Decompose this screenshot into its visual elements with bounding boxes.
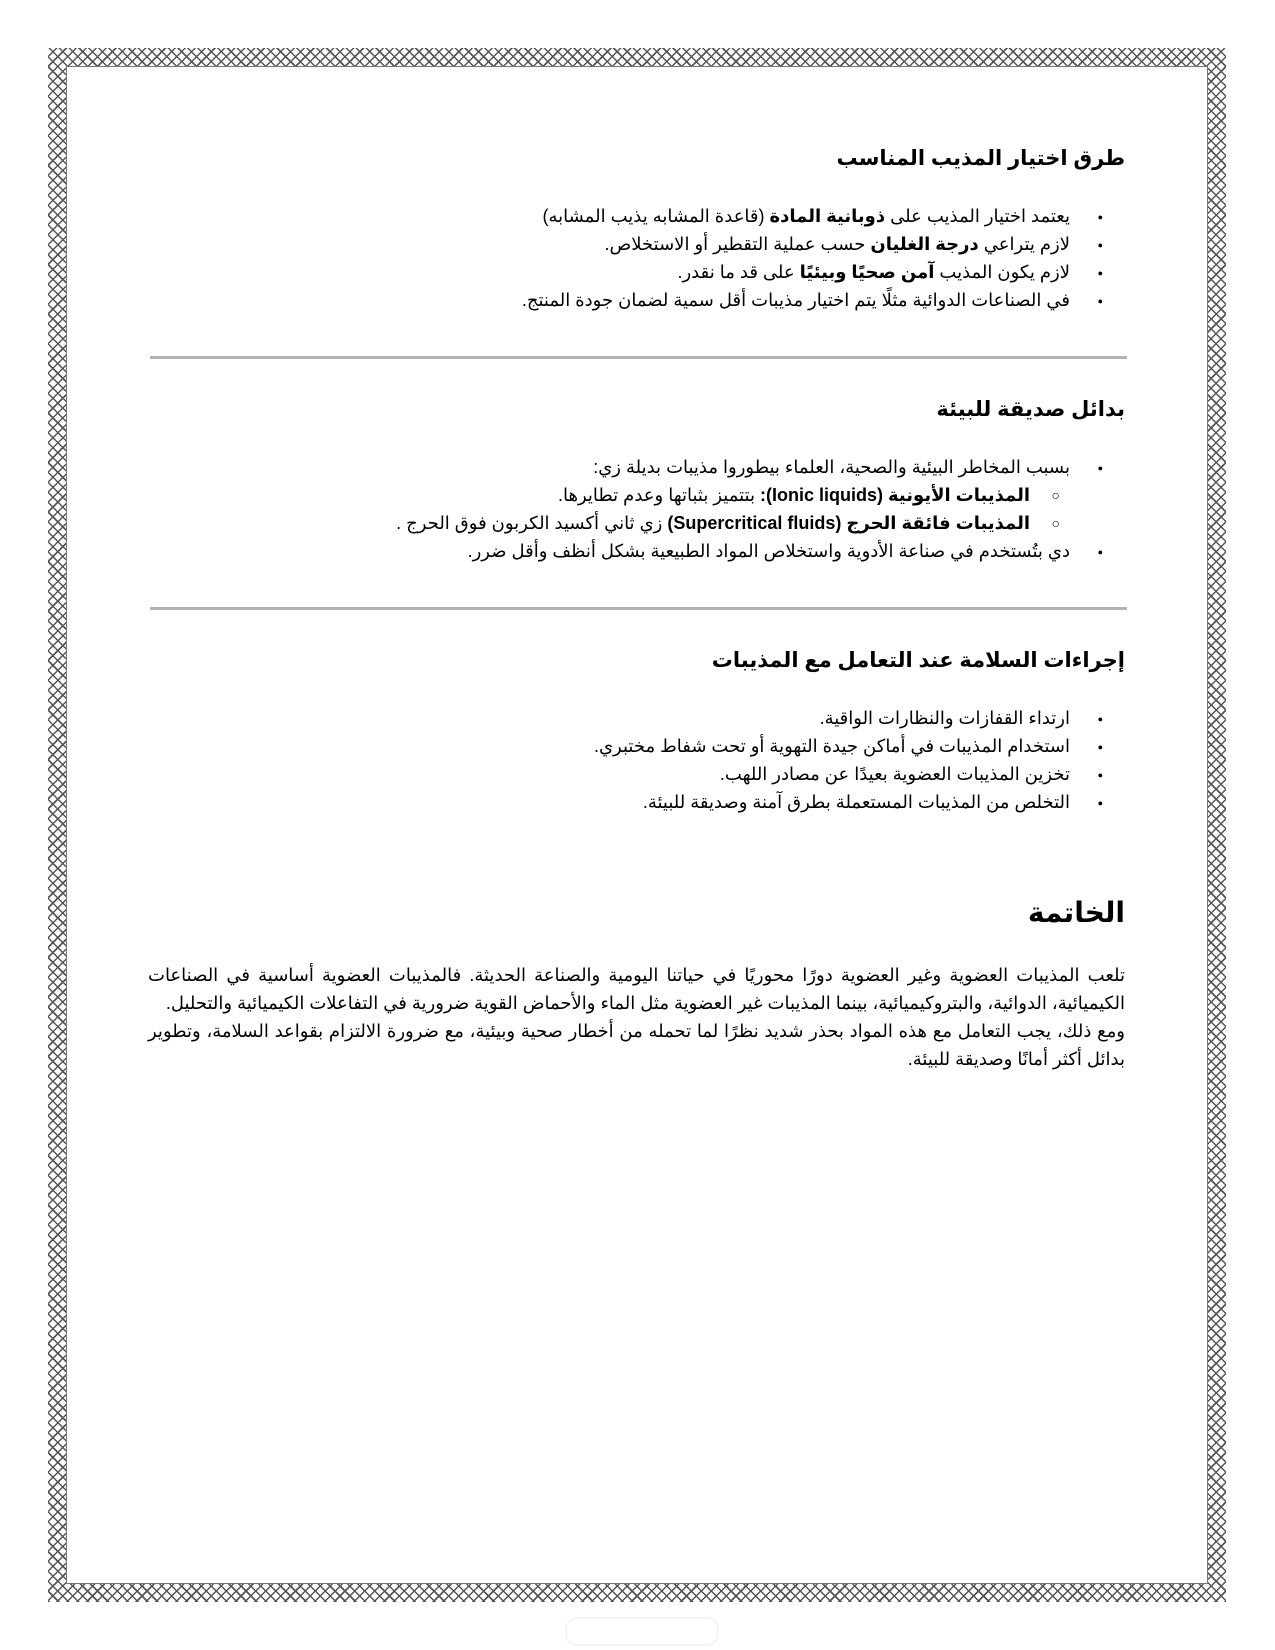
section-heading-solvent-selection: طرق اختيار المذيب المناسب [836, 147, 1125, 170]
document-content [150, 0, 1125, 1650]
section-heading-green-alternatives: بدائل صديقة للبيئة [936, 398, 1125, 421]
list-item: ● لازم يتراعي درجة الغليان حسب عملية التقطير أو الاستخلاص. [150, 230, 1070, 258]
sub-list [150, 481, 1070, 537]
sub-list-item: ○ المذيبات فائقة الحرج (Supercritical fluids) زي ثاني أكسيد الكربون فوق الحرج . [150, 509, 1030, 537]
list-item: ● يعتمد اختيار المذيب على ذوبانية المادة (قاعدة المشابه يذيب المشابه) [150, 202, 1070, 230]
section-heading-safety: إجراءات السلامة عند التعامل مع المذيبات [711, 649, 1125, 672]
list-item: ● تخزين المذيبات العضوية بعيدًا عن مصادر اللهب. [150, 760, 1070, 788]
solvent-selection-list [150, 202, 1125, 314]
list-item: ● استخدام المذيبات في أماكن جيدة التهوية أو تحت شفاط مختبري. [150, 732, 1070, 760]
watermark-logo [565, 1617, 719, 1646]
conclusion-paragraph [148, 961, 1125, 1073]
list-item: ● ارتداء القفازات والنظارات الواقية. [150, 704, 1070, 732]
list-item: ● التخلص من المذيبات المستعملة بطرق آمنة وصديقة للبيئة. [150, 788, 1070, 816]
list-item: ● دي بتُستخدم في صناعة الأدوية واستخلاص المواد الطبيعية بشكل أنظف وأقل ضرر. [150, 537, 1070, 565]
conclusion-paragraph-2: ومع ذلك، يجب التعامل مع هذه المواد بحذر شديد نظرًا لما تحمله من أخطار صحية وبيئية، مع ضرورة الالتزام بقواعد السلامة، وتطوير بدائل أكثر أمانًا وصديقة للبيئة. [148, 1021, 1125, 1069]
conclusion-heading: الخاتمة [1027, 897, 1125, 928]
safety-list [150, 704, 1125, 816]
section-divider [150, 607, 1127, 610]
green-alternatives-list [150, 453, 1125, 565]
section-divider [150, 356, 1127, 359]
list-item: ● لازم يكون المذيب آمن صحيًا وبيئيًا على قد ما نقدر. [150, 258, 1070, 286]
sub-list-item: ○ المذيبات الأيونية (Ionic liquids): بتتميز بثباتها وعدم تطايرها. [150, 481, 1030, 509]
conclusion-paragraph-1: تلعب المذيبات العضوية وغير العضوية دورًا محوريًا في حياتنا اليومية والصناعة الحديثة. فالمذيبات العضوية أساسية في الصناعات الكيميائية، الدوائية، والبتروكيميائية، بينما المذيبات غير العضوية مثل الماء والأحماض القوية ضرورية في التفاعلات الكيميائية والتحليل. [148, 965, 1125, 1013]
list-item: ● في الصناعات الدوائية مثلًا يتم اختيار مذيبات أقل سمية لضمان جودة المنتج. [150, 286, 1070, 314]
list-item: ● بسبب المخاطر البيئية والصحية، العلماء بيطوروا مذيبات بديلة زي: ○ المذيبات الأيونية (Ionic liquids): بتتميز بثباتها وعدم تطايرها. ○ المذيبات فائقة الحرج (Supercritical fluids) زي ثاني أكسيد الكربون فوق الحرج . [150, 453, 1070, 537]
